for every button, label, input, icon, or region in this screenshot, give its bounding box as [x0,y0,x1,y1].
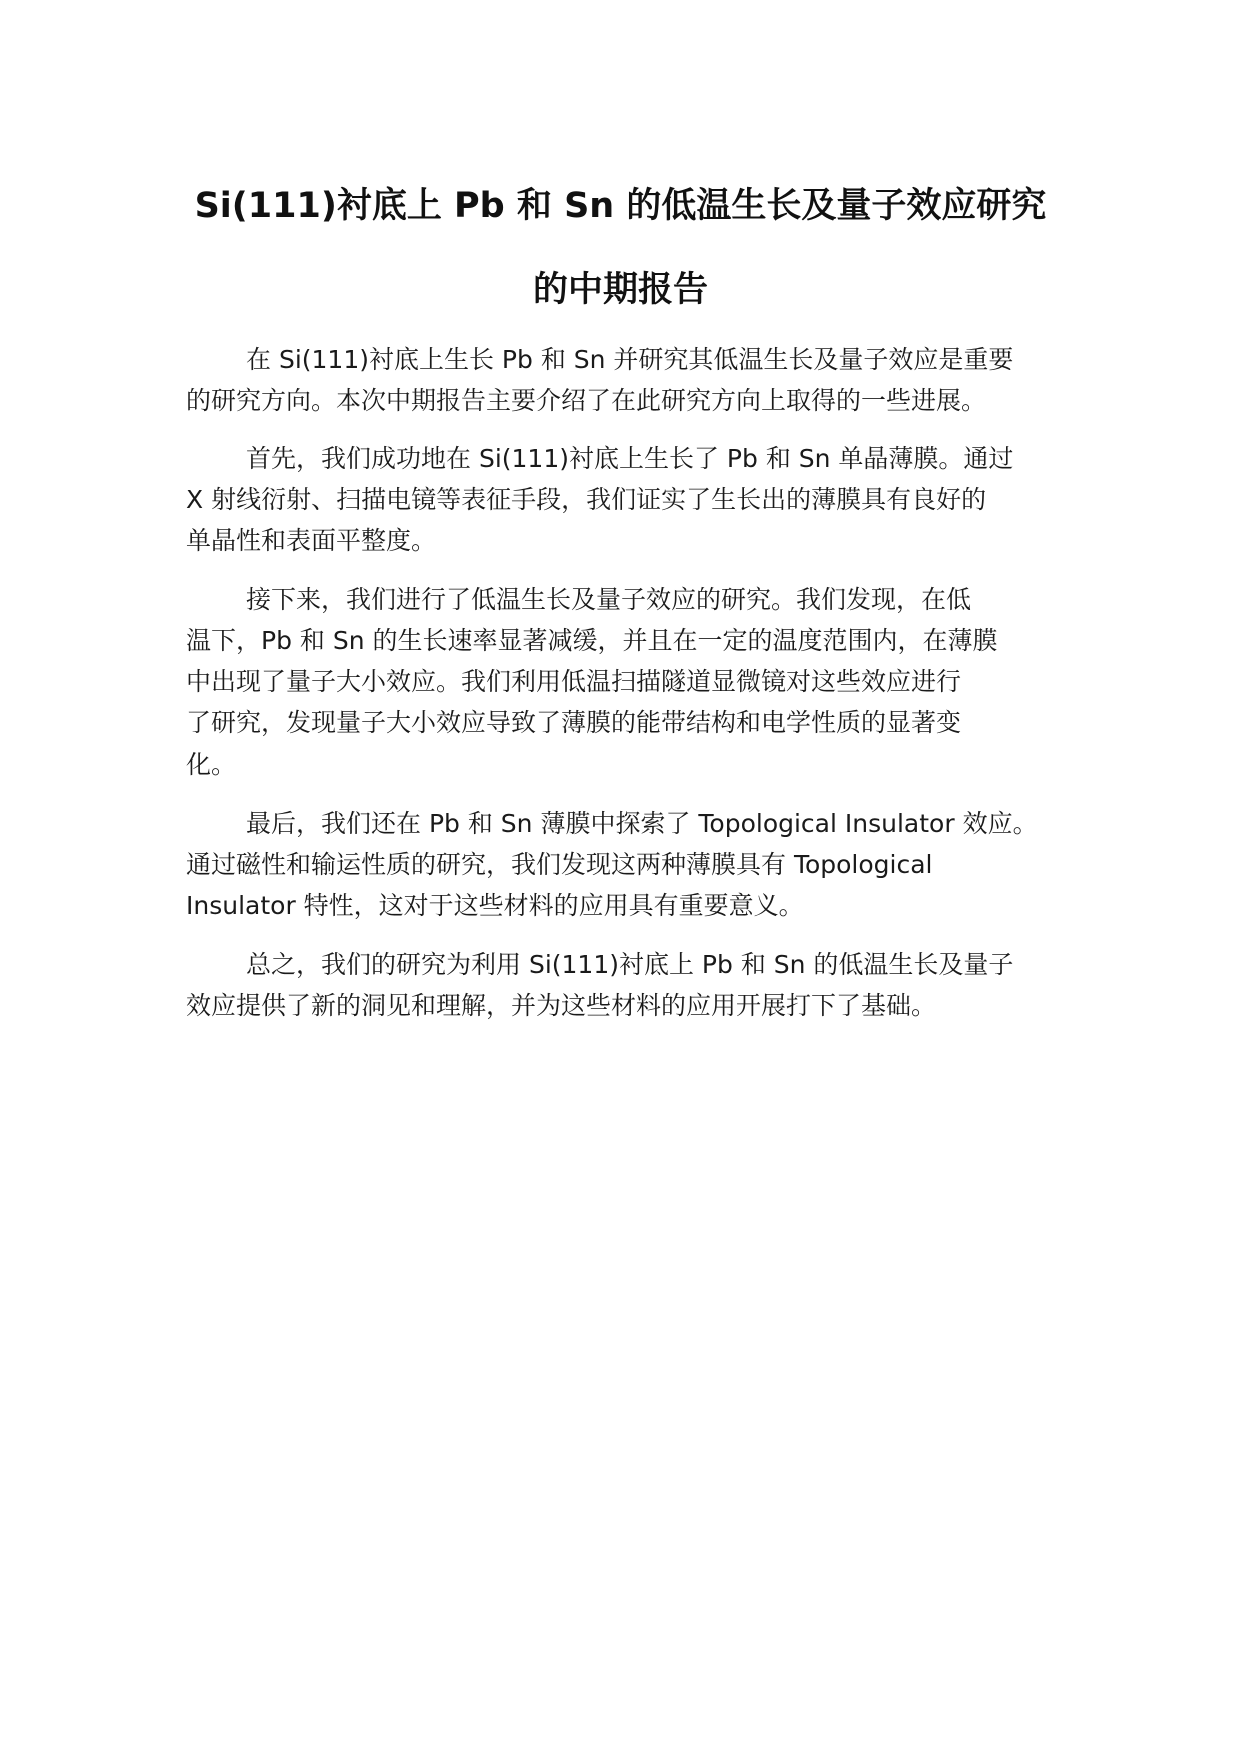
paragraph-4-line-2: 通过磁性和输运性质的研究，我们发现这两种薄膜具有 Topological [186,850,933,879]
paragraph-4-line-1: 最后，我们还在 Pb 和 Sn 薄膜中探索了 Topological Insulator 效应。 [246,809,1038,838]
paragraph-5-line-2: 效应提供了新的洞见和理解，并为这些材料的应用开展打下了基础。 [186,991,937,1020]
document-title-line-2: 的中期报告 [532,270,708,310]
paragraph-3-line-4: 了研究，发现量子大小效应导致了薄膜的能带结构和电学性质的显著变 [186,708,962,737]
paragraph-1-line-1: 在 Si(111)衬底上生长 Pb 和 Sn 并研究其低温生长及量子效应是重要 [246,345,1014,374]
paragraph-2-line-1: 首先，我们成功地在 Si(111)衬底上生长了 Pb 和 Sn 单晶薄膜。通过 [246,444,1014,473]
paragraph-3-line-2: 温下，Pb 和 Sn 的生长速率显著减缓，并且在一定的温度范围内，在薄膜 [186,626,998,655]
paragraph-4-line-3: Insulator 特性，这对于这些材料的应用具有重要意义。 [186,891,804,920]
paragraph-1-line-2: 的研究方向。本次中期报告主要介绍了在此研究方向上取得的一些进展。 [186,386,987,415]
paragraph-2-line-2: X 射线衍射、扫描电镜等表征手段，我们证实了生长出的薄膜具有良好的 [186,485,987,514]
paragraph-3-line-1: 接下来，我们进行了低温生长及量子效应的研究。我们发现，在低 [246,585,972,614]
document-title-line-1: Si(111)衬底上 Pb 和 Sn 的低温生长及量子效应研究 [194,186,1047,226]
paragraph-3-line-5: 化。 [186,750,237,779]
paragraph-3-line-3: 中出现了量子大小效应。我们利用低温扫描隧道显微镜对这些效应进行 [186,667,962,696]
paragraph-2-line-3: 单晶性和表面平整度。 [186,526,437,555]
paragraph-5-line-1: 总之，我们的研究为利用 Si(111)衬底上 Pb 和 Sn 的低温生长及量子 [246,950,1014,979]
